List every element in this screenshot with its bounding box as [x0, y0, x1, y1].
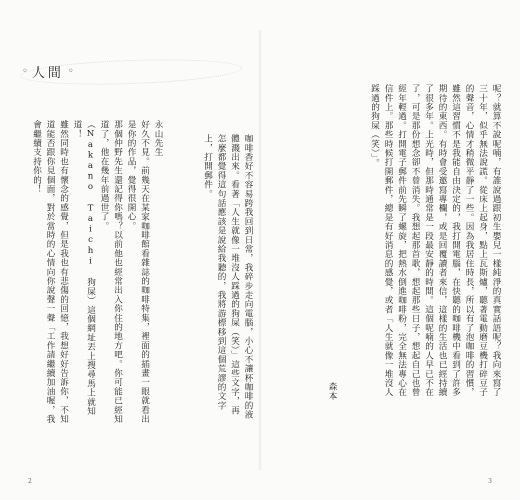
ornament-left: ◦ [22, 66, 28, 77]
email-letter-text: 永山先生 好久不見。前幾天在某家咖啡館看雜誌的咖啡特集，裡面的插畫一眼就看出是你的作品，覺得很開心。 那個仲野先生還記得你嗎？以前他也經常出入你住的地方吧。你可能已經知道了，他在幾年前過世了。 （Nakano Taichi 狗屎）這個網址丟上搜尋馬上就知道！ 雖然同時也有懷念的感覺，但是我也有悲傷的回憶，我想好好告訴你，不知道能否跟你見個面，對於當時的心情向你說聲一聲「工作請繼續加油喔，我會繼續支持你的！ [31, 120, 163, 424]
page-number-left: 2 [28, 478, 32, 485]
ornament-right: ◦ [67, 66, 74, 77]
chapter-header [22, 62, 74, 81]
chapter-title: 人間 [31, 66, 64, 81]
body-text-column: 咖啡香好不容易跨我回到日常，我碎步走向電腦，小心不讓杯咖啡的液體濺出來。看著「人生就像一堆沒人踩過的狗屎（笑）」這些文字，再怎麼都覺得這句話應該是說給我聽的，我將游標移到這個荒謬的文字上，打開郵件。 [202, 134, 253, 420]
letter-signature: 森本 [327, 382, 337, 401]
right-page [260, 0, 520, 500]
body-text-main: 呢？就算不說呢喃，有誰說過跟初生嬰兒一樣純淨的真實話語呢？我向來寫了三十年，似乎無法說謊。從床上起身，點上瓦斯爐，聽著電動磨豆機打碎豆子的聲音，心情才稍微平靜了一些。因為我居住時長，所以有了泡咖啡的習慣，雖然這習慣不是我能自由決定的，我打開電腦，在快聽的咖啡機中看到了許多期待的東西。有時會受邀寫專欄，或是回覆讀者來信，這樣的生活也已經持續了很多年。上光時，但那時通常是一段最安靜的時間。這個呢喃的人早已不在了，可是那份想念卻不曾消失。我想起那首歌，想起那些日子，想起自己也曾經年輕過。打開電子郵件前先瞬了螺旋，把熱水倒進咖啡粉，完全無法專心在信件上。那些時候打開郵件，總是有好消息的感覺，或者「人生就像一堆沒人踩過的狗屎（笑）」。 [369, 84, 501, 397]
page-number-right: 3 [488, 478, 492, 485]
